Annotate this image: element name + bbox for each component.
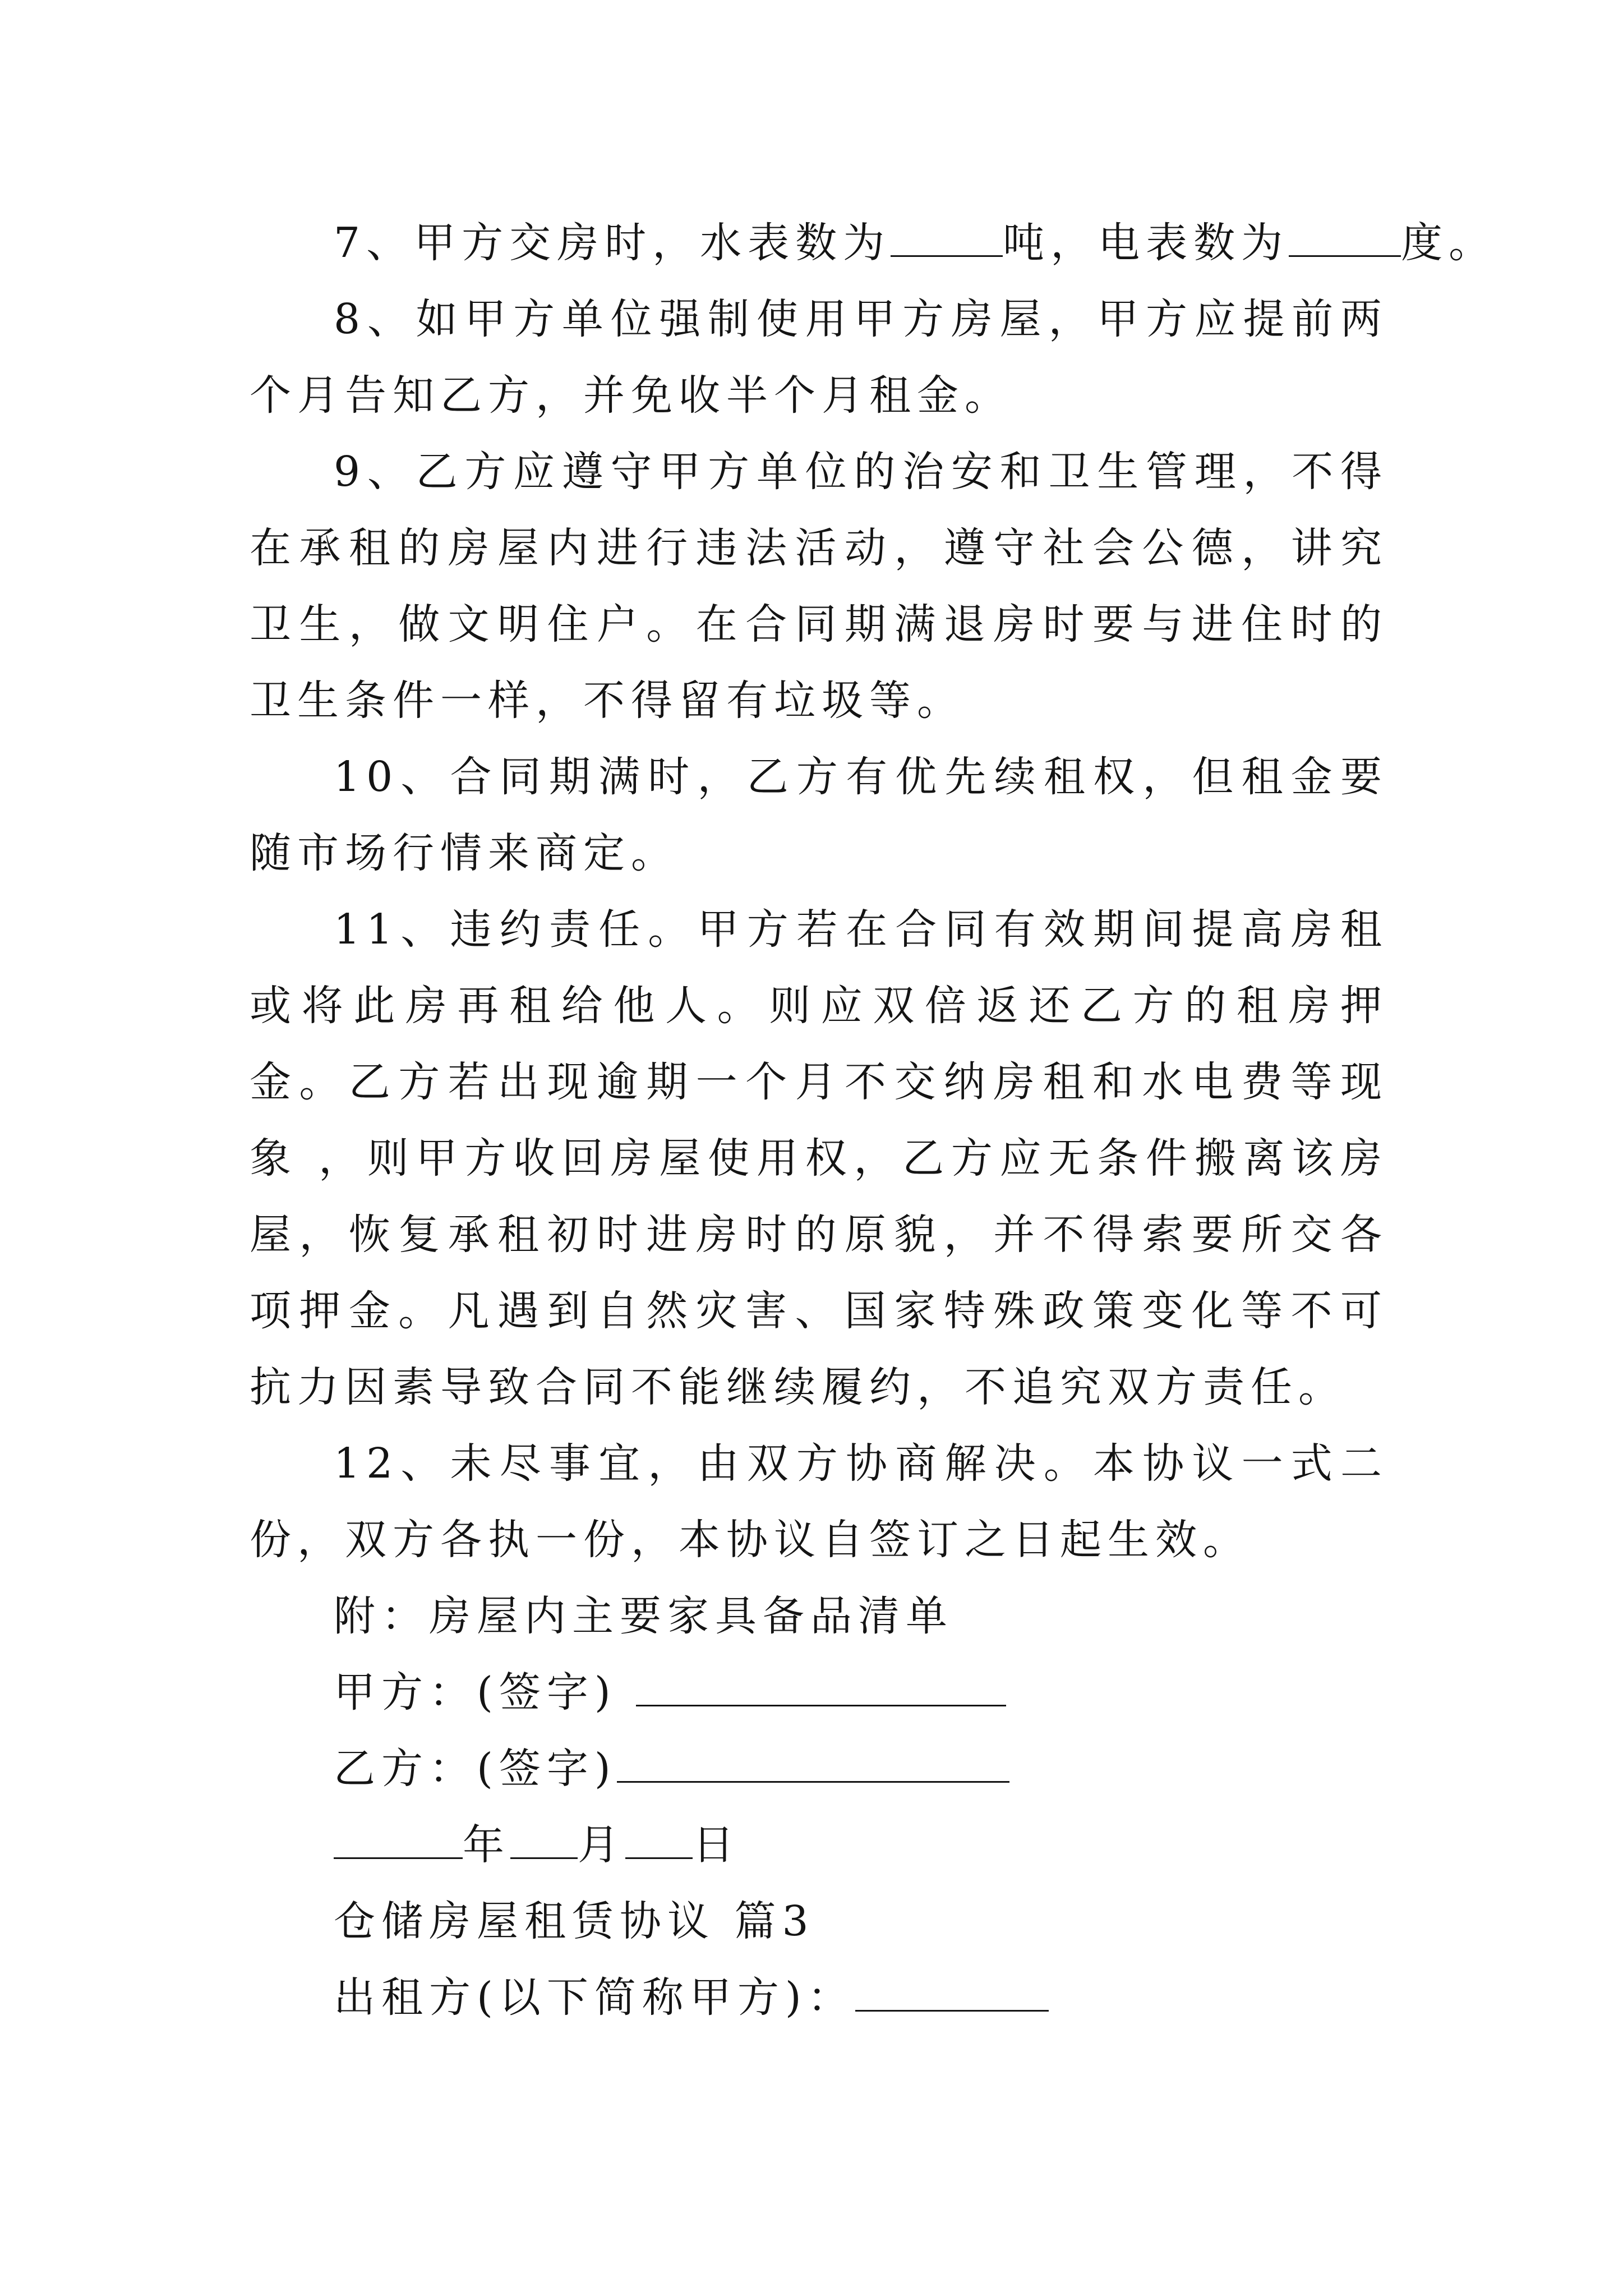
day-blank — [625, 1820, 693, 1859]
party-b-signature-label: 乙方：(签字) — [334, 1745, 617, 1793]
clause-9: 9、乙方应遵守甲方单位的治安和卫生管理，不得在承租的房屋内进行违法活动，遵守社会公德，讲究卫生，做文明住户。在合同期满退房时要与进住时的卫生条件一样，不得留有垃圾等。 — [250, 448, 1388, 725]
month-label: 月 — [578, 1821, 625, 1869]
clause-7-text-c: 度。 — [1401, 219, 1497, 267]
clause-11: 11、违约责任。甲方若在合同有效期间提高房租或将此房再租给他人。则应双倍返还乙方的租房押金。乙方若出现逾期一个月不交纳房租和水电费等现象 ，则甲方收回房屋使用权，乙方应无条件搬离该房屋，恢复承租初时进房时的原貌，并不得索要所交各项押金。凡遇到自然灾害、国家特殊政策变化等不可抗力因素导致合同不能继续履约，不追究双方责任。 — [250, 905, 1388, 1411]
electric-meter-blank — [1289, 218, 1401, 257]
water-meter-blank — [891, 218, 1003, 257]
clause-7-text-a: 7、甲方交房时，水表数为 — [334, 219, 891, 267]
party-a-signature-blank — [636, 1668, 1006, 1706]
party-a-signature-label: 甲方：(签字) — [334, 1668, 637, 1717]
month-blank — [510, 1820, 578, 1859]
attachment-line: 附：房屋内主要家具备品清单 — [334, 1592, 953, 1640]
year-blank — [334, 1820, 463, 1859]
clause-7 — [250, 205, 1497, 281]
party-b-signature-line — [250, 1731, 1388, 1807]
document-body — [250, 205, 1497, 2036]
section-title: 仓储房屋租赁协议 篇3 — [334, 1897, 815, 1945]
party-b-signature-blank — [617, 1744, 1009, 1783]
clause-8: 8、如甲方单位强制使用甲方房屋，甲方应提前两个月告知乙方，并免收半个月租金。 — [250, 295, 1388, 420]
lessor-label: 出租方(以下简称甲方)： — [334, 1973, 855, 2022]
date-line — [250, 1807, 1388, 1883]
party-a-signature-line — [250, 1654, 1388, 1731]
clause-10: 10、合同期满时，乙方有优先续租权，但租金要随市场行情来商定。 — [250, 753, 1388, 877]
lessor-line — [250, 1959, 1388, 2036]
year-label: 年 — [463, 1821, 510, 1869]
lessor-blank — [855, 1973, 1049, 2012]
clause-7-text-b: 吨，电表数为 — [1003, 219, 1289, 267]
clause-12: 12、未尽事宜，由双方协商解决。本协议一式二份，双方各执一份，本协议自签订之日起生效。 — [250, 1439, 1388, 1564]
day-label: 日 — [693, 1821, 740, 1869]
